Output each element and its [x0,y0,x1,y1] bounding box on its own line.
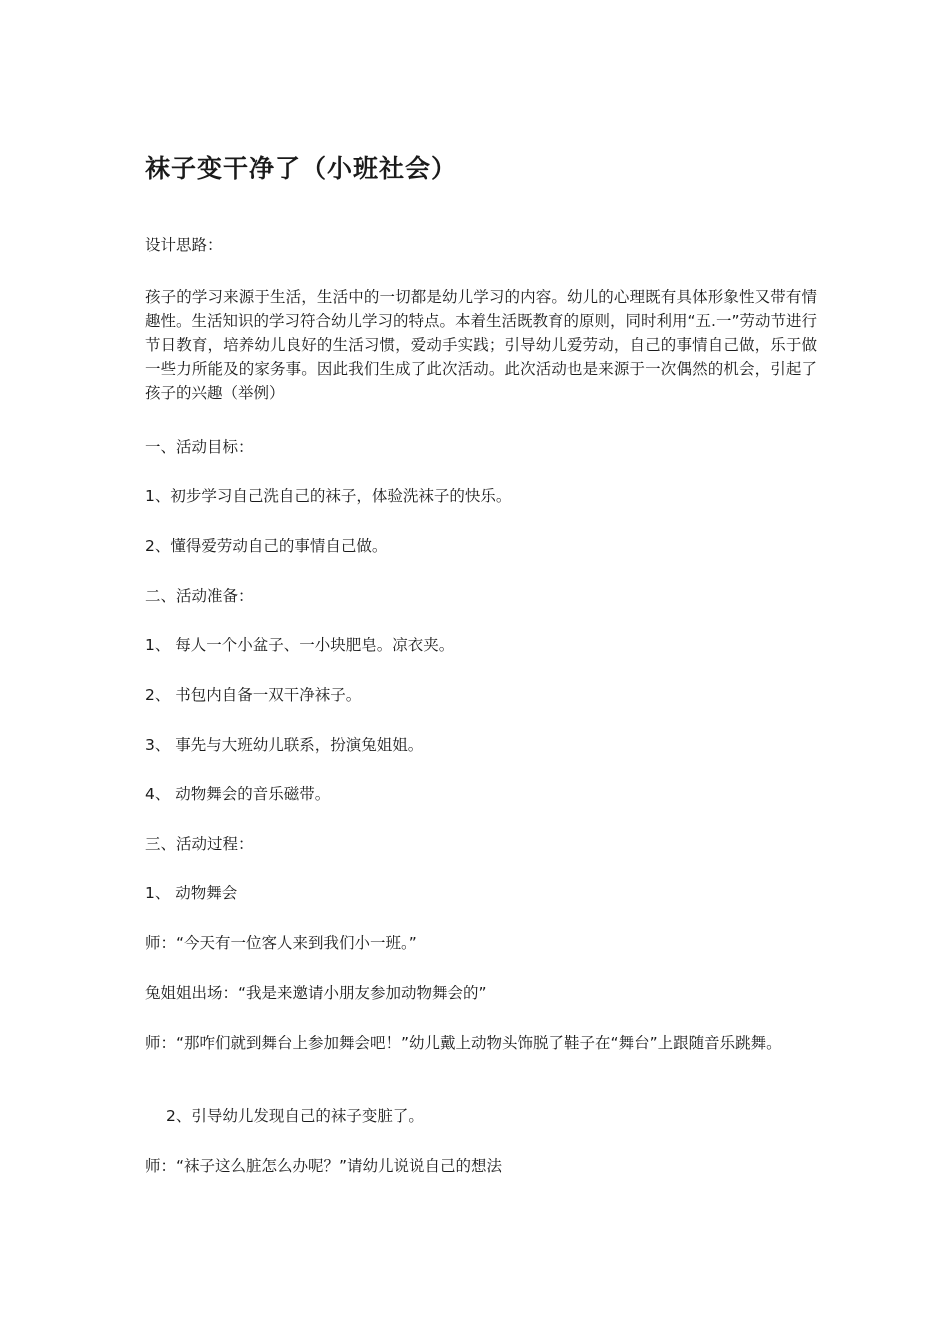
design-heading: 设计思路： [145,236,223,254]
goal-item-1: 1、初步学习自己洗自己的袜子，体验洗袜子的快乐。 [145,487,512,505]
prep-item-2: 2、 书包内自备一双干净袜子。 [145,686,362,704]
process-step-1: 1、 动物舞会 [145,884,238,902]
process-step-2: 2、引导幼儿发现自己的袜子变脏了。 [166,1107,424,1125]
prep-item-3: 3、 事先与大班幼儿联系，扮演兔姐姐。 [145,736,424,754]
prep-item-1: 1、 每人一个小盆子、一小块肥皂。凉衣夹。 [145,636,455,654]
dialogue-line-2: 兔姐姐出场：“我是来邀请小朋友参加动物舞会的” [145,984,487,1002]
dialogue-line-4: 师：“袜子这么脏怎么办呢？”请幼儿说说自己的想法 [145,1157,503,1175]
document-title: 袜子变干净了（小班社会） [145,154,458,183]
process-heading: 三、活动过程： [145,835,254,853]
prep-heading: 二、活动准备： [145,587,254,605]
goal-item-2: 2、懂得爱劳动自己的事情自己做。 [145,537,388,555]
design-paragraph: 孩子的学习来源于生活，生活中的一切都是幼儿学习的内容。幼儿的心理既有具体形象性又带有情趣性。生活知识的学习符合幼儿学习的特点。本着生活既教育的原则，同时利用“五.一”劳动节进行节日教育，培养幼儿良好的生活习惯，爱动手实践；引导幼儿爱劳动，自己的事情自己做，乐于做一些力所能及的家务事。因此我们生成了此次活动。此次活动也是来源于一次偶然的机会，引起了孩子的兴趣（举例） [145,288,817,402]
dialogue-line-1: 师：“今天有一位客人来到我们小一班。” [145,934,417,952]
prep-item-4: 4、 动物舞会的音乐磁带。 [145,785,331,803]
goals-heading: 一、活动目标： [145,438,254,456]
dialogue-line-3: 师：“那咋们就到舞台上参加舞会吧！”幼儿戴上动物头饰脱了鞋子在“舞台”上跟随音乐跳舞。 [145,1034,782,1052]
